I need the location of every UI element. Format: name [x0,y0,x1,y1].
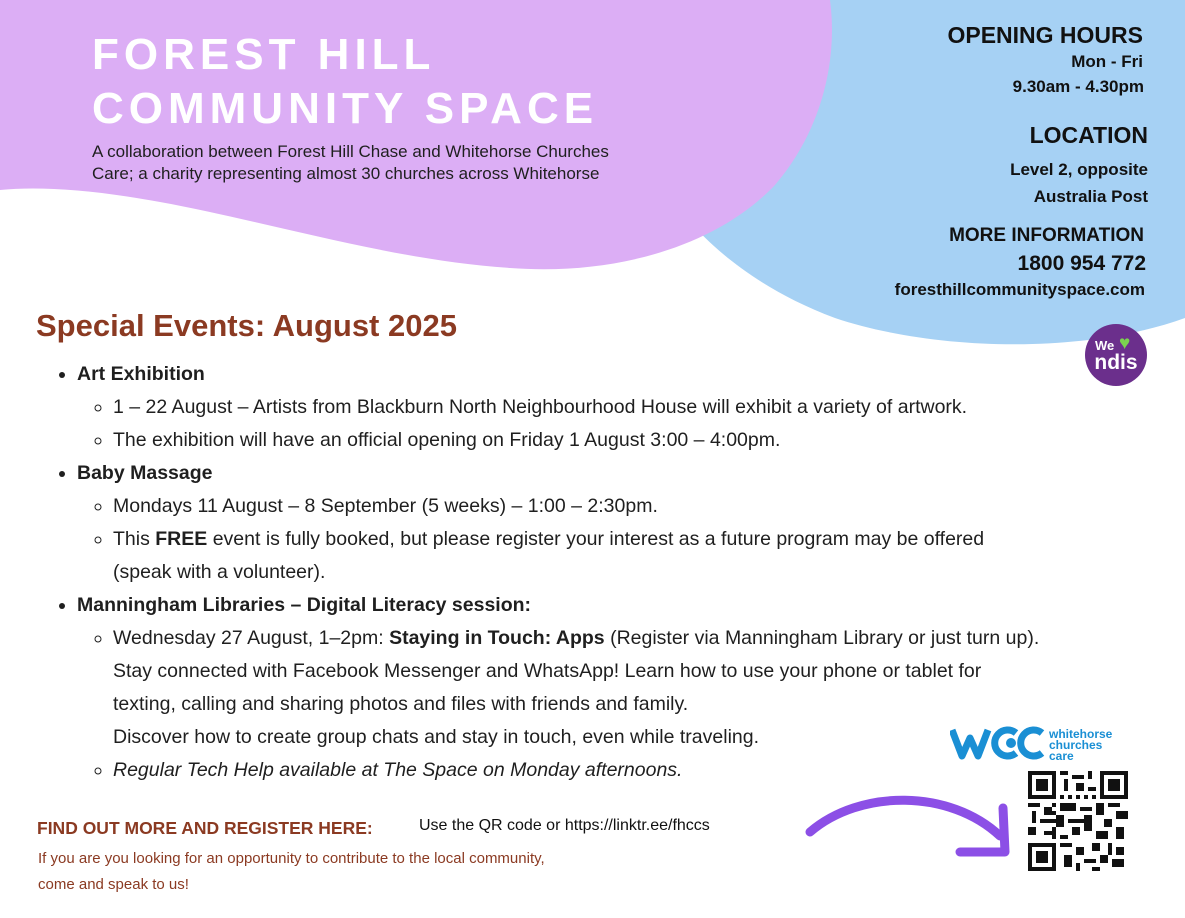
text: (Register via Manningham Library or just turn up). [604,627,1040,649]
page-title [92,28,598,136]
text: event is fully booked, but please register your interest as a future program may be offered [207,528,985,550]
list-item: ◦ The exhibition will have an official opening on Friday 1 August 3:00 – 4:00pm. [113,424,1156,457]
text: texting, calling and sharing photos and files with friends and family. [113,693,689,715]
phone-number[interactable]: 1800 954 772 [1017,252,1146,275]
event-heading: Manningham Libraries – Digital Literacy session: [77,594,532,616]
list-item: ◦ Regular Tech Help available at The Space on Monday afternoons. [113,754,1156,787]
event-heading: Art Exhibition [77,363,205,385]
location-line-1: Level 2, opposite [1010,160,1148,179]
event-heading: Baby Massage [77,462,213,484]
contribute-line-1: If you are you looking for an opportunity to contribute to the local community, [38,850,545,867]
arrow-icon [800,784,1040,864]
contribute-line-2: come and speak to us! [38,876,189,893]
text: (speak with a volunteer). [113,561,326,583]
list-item [113,523,1156,589]
ndis-label: ndis [1094,351,1138,374]
wcc-line-3: care [1049,749,1074,763]
opening-days: Mon - Fri [1071,52,1143,71]
wcc-line-1: whitehorse [1049,727,1113,741]
subtitle [92,141,732,185]
qr-code[interactable] [1028,771,1128,871]
wcc-line-2: churches [1049,738,1103,752]
text: Wednesday 27 August, 1–2pm: [113,627,390,649]
title-line-2: COMMUNITY SPACE [92,84,599,133]
text: Discover how to create group chats and stay in touch, even while traveling. [113,726,760,748]
opening-hours-heading: OPENING HOURS [947,22,1143,48]
events-list [56,358,1156,787]
find-out-more-heading: FIND OUT MORE AND REGISTER HERE: [37,818,373,838]
session-title: Staying in Touch: Apps [389,627,605,649]
title-line-1: FOREST HILL [92,30,436,79]
text: This [113,528,156,550]
opening-times: 9.30am - 4.30pm [1012,77,1144,96]
heart-icon: ♥ [1119,333,1131,354]
contribute-text [38,846,545,898]
event-baby-massage [77,457,1156,589]
location-heading: LOCATION [1029,122,1148,148]
location-line-2: Australia Post [1033,187,1148,206]
wcc-mark-icon [950,724,1046,762]
register-link-text[interactable]: Use the QR code or https://linktr.ee/fhccs [419,817,710,834]
wcc-wordmark [1049,729,1112,762]
free-emphasis: FREE [155,528,208,550]
website-link[interactable]: foresthillcommunityspace.com [894,280,1145,299]
list-item: ◦ 1 – 22 August – Artists from Blackburn North Neighbourhood House will exhibit a variety of artwork. [113,391,1156,424]
text: Stay connected with Facebook Messenger and WhatsApp! Learn how to use your phone or tablet for [113,660,982,682]
event-art [77,358,1156,457]
subtitle-line-1: A collaboration between Forest Hill Chase and Whitehorse Churches [92,142,609,161]
events-title: Special Events: August 2025 [36,308,457,343]
ndis-we-text: We [1095,338,1115,353]
list-item: ◦ Mondays 11 August – 8 September (5 weeks) – 1:00 – 2:30pm. [113,490,1156,523]
more-information-heading: MORE INFORMATION [949,225,1144,246]
subtitle-line-2: Care; a charity representing almost 30 churches across Whitehorse [92,164,600,183]
